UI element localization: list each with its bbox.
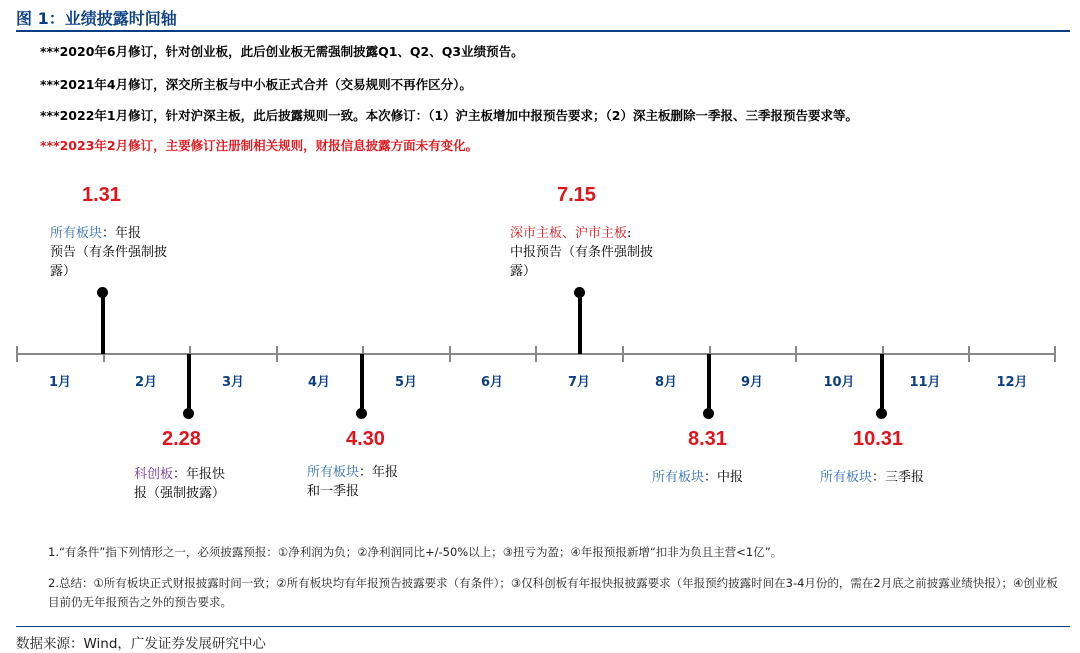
axis-tick <box>535 346 537 362</box>
event-label-0430 <box>307 463 427 501</box>
axis-tick <box>795 346 797 362</box>
event-board-0430: 所有板块 <box>307 465 360 480</box>
month-label-jul: 7月 <box>567 375 591 390</box>
axis-tick <box>1054 346 1056 362</box>
month-label-aug: 8月 <box>654 375 678 390</box>
event-marker-0831 <box>703 408 714 419</box>
event-text-rest-0228: 报（强制披露） <box>134 486 226 501</box>
revision-note-2021: ***2021年4月修订，深交所主板与中小板正式合并（交易规则不再作区分）。 <box>40 77 472 92</box>
event-label-1031 <box>820 468 960 487</box>
month-label-may: 5月 <box>394 375 418 390</box>
month-label-oct: 10月 <box>823 375 855 390</box>
event-date-0831: 8.31 <box>688 428 727 450</box>
event-label-0131 <box>50 224 168 281</box>
event-stem-0715 <box>578 292 582 354</box>
event-text-first-0831: ：中报 <box>704 470 744 485</box>
event-marker-0430 <box>356 408 367 419</box>
axis-tick <box>622 346 624 362</box>
revision-note-2020: ***2020年6月修订，针对创业板，此后创业板无需强制披露Q1、Q2、Q3业绩预告。 <box>40 44 524 59</box>
event-stem-0430 <box>360 354 364 412</box>
axis-tick <box>449 346 451 362</box>
axis-tick <box>16 346 18 362</box>
footnote-conditional: 1.“有条件”指下列情形之一，必须披露预报：①净利润为负；②净利润同比+/-50%以上；③扭亏为盈；④年报预报新增“扣非为负且主营<1亿”。 <box>48 545 783 559</box>
month-label-jun: 6月 <box>480 375 504 390</box>
revision-note-2023: ***2023年2月修订，主要修订注册制相关规则，财报信息披露方面未有变化。 <box>40 138 479 153</box>
month-label-feb: 2月 <box>134 375 158 390</box>
month-label-sep: 9月 <box>740 375 764 390</box>
month-label-mar: 3月 <box>221 375 245 390</box>
event-stem-1031 <box>880 354 884 412</box>
axis-tick <box>276 346 278 362</box>
event-label-0831 <box>652 468 782 487</box>
event-date-0131: 1.31 <box>82 184 121 206</box>
event-marker-0228 <box>183 408 194 419</box>
event-stem-0131 <box>101 292 105 354</box>
event-stem-0228 <box>187 354 191 412</box>
month-label-jan: 1月 <box>48 375 72 390</box>
month-label-apr: 4月 <box>307 375 331 390</box>
event-text-rest-0430: 和一季报 <box>307 484 360 499</box>
event-text-rest-0131: 预告（有条件强制披露） <box>50 245 168 279</box>
event-board-0831: 所有板块 <box>652 470 705 485</box>
event-label-0715 <box>510 224 660 281</box>
footnote-summary: 2.总结：①所有板块正式财报披露时间一致；②所有板块均有年报预告披露要求（有条件）；③仅科创板有年报快报披露要求（年报预约披露时间在3-4月份的，需在2月底之前披露业绩快报）；④创业板目前仍无年报预告之外的预告要求。 <box>48 576 1058 609</box>
event-text-first-1031: ：三季报 <box>872 470 925 485</box>
revision-note-2022: ***2022年1月修订，针对沪深主板，此后披露规则一致。本次修订：（1）沪主板增加中报预告要求；（2）深主板删除一季报、三季报预告要求等。 <box>40 108 858 123</box>
month-label-nov: 11月 <box>909 375 941 390</box>
figure-title: 图 1：业绩披露时间轴 <box>16 9 177 28</box>
event-text-rest-0715: 中报预告（有条件强制披露） <box>510 245 654 279</box>
source-divider <box>16 626 1070 627</box>
event-board-0131: 所有板块 <box>50 226 103 241</box>
event-date-0430: 4.30 <box>346 428 385 450</box>
event-date-0228: 2.28 <box>162 428 201 450</box>
event-label-0228 <box>134 465 254 503</box>
event-date-1031: 10.31 <box>853 428 904 450</box>
axis-tick <box>968 346 970 362</box>
event-board-0715: 深市主板、沪市主板 <box>510 226 628 241</box>
event-board-1031: 所有板块 <box>820 470 873 485</box>
event-text-first-0430: ：年报 <box>359 465 399 480</box>
event-stem-0831 <box>707 354 711 412</box>
event-date-0715: 7.15 <box>557 184 596 206</box>
data-source: 数据来源：Wind，广发证券发展研究中心 <box>16 636 266 652</box>
event-text-first-0715: : <box>627 226 632 241</box>
event-text-first-0131: ：年报 <box>102 226 142 241</box>
event-board-0228: 科创板 <box>134 467 174 482</box>
event-marker-1031 <box>876 408 887 419</box>
month-label-dec: 12月 <box>996 375 1028 390</box>
event-text-first-0228: ：年报快 <box>173 467 226 482</box>
title-divider <box>16 30 1070 32</box>
